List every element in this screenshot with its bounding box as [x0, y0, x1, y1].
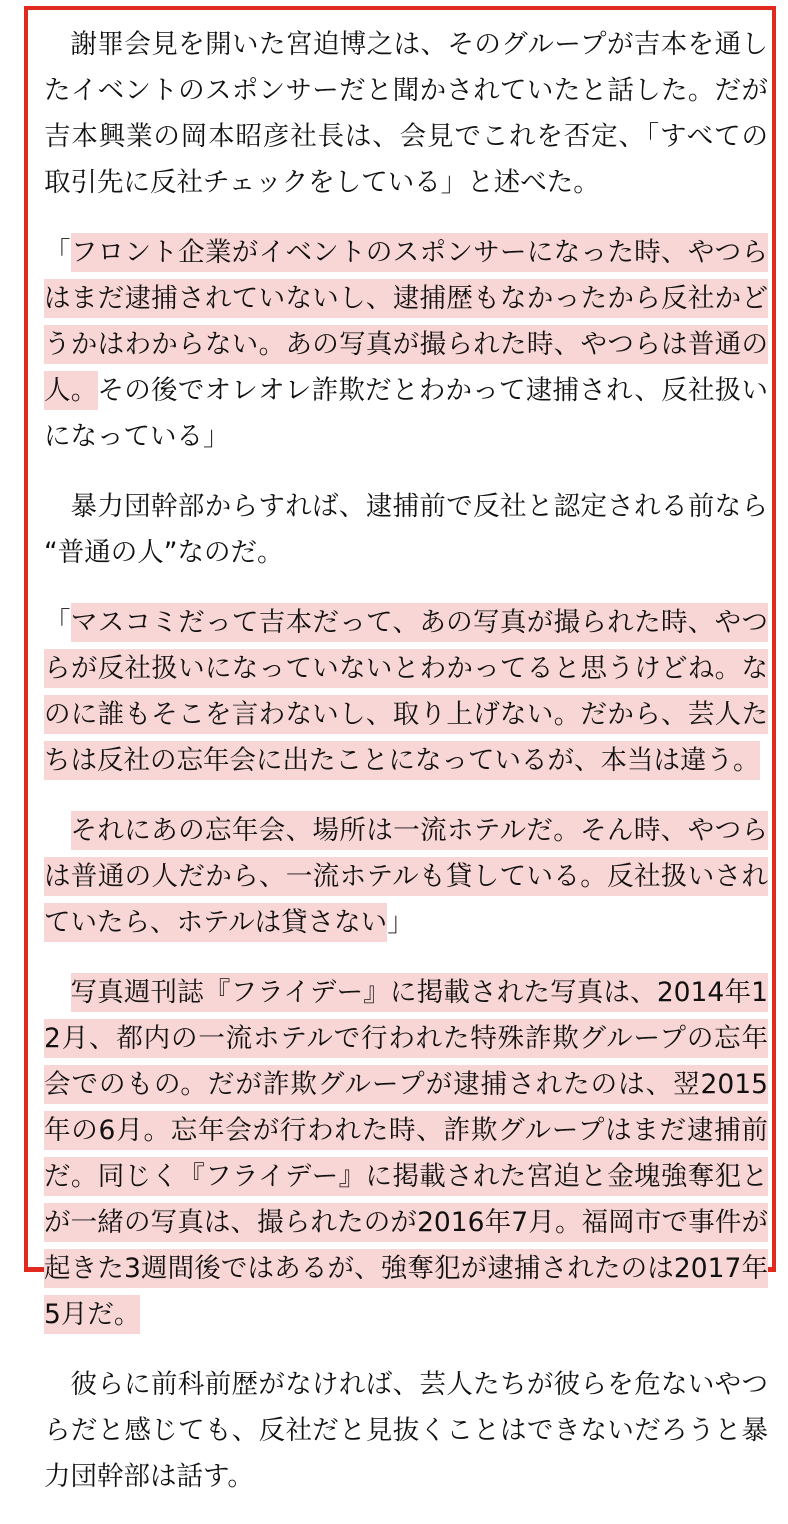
- paragraph-2-tail: その後でオレオレ詐欺だとわかって逮捕され、反社扱いになっている」: [44, 375, 768, 452]
- article-frame: [24, 6, 776, 1492]
- article-body: [44, 22, 768, 1524]
- paragraph-5: [44, 808, 768, 946]
- paragraph-1: [44, 22, 768, 206]
- paragraph-7-text: 彼らに前科前歴がなければ、芸人たちが彼らを危ないやつらだと感じても、反社だと見抜くことはできないだろうと暴力団幹部は話す。: [44, 1369, 768, 1492]
- paragraph-2-quote: [44, 230, 768, 460]
- quote-close: 」: [387, 907, 414, 938]
- highlighted-text: 写真週刊誌『フライデー』に掲載された写真は、2014年12月、都内の一流ホテルで行われた特殊詐欺グループの忘年会でのもの。だが詐欺グループが逮捕されたのは、翌2015年の6月。忘年会が行われた時、詐欺グループはまだ逮捕前だ。同じく『フライデー』に掲載された宮迫と金塊強奪犯とが一緒の写真は、撮られたのが2016年7月。福岡市で事件が起きた3週間後ではあるが、強奪犯が逮捕されたのは2017年5月だ。: [44, 973, 768, 1334]
- paragraph-1-text: 謝罪会見を開いた宮迫博之は、そのグループが吉本を通したイベントのスポンサーだと聞かされていたと話した。だが吉本興業の岡本昭彦社長は、会見でこれを否定、「すべての取引先に反社チェックをしている」と述べた。: [44, 29, 768, 198]
- quote-open: 「: [44, 237, 71, 268]
- paragraph-3-text: 暴力団幹部からすれば、逮捕前で反社と認定される前なら“普通の人”なのだ。: [44, 491, 768, 568]
- paragraph-3: [44, 484, 768, 576]
- quote-open: 「: [44, 607, 71, 638]
- paragraph-4-quote: [44, 600, 768, 784]
- highlighted-text: マスコミだって吉本だって、あの写真が撮られた時、やつらが反社扱いになっていないとわかってると思うけどね。なのに誰もそこを言わないし、取り上げない。だから、芸人たちは反社の忘年会に出たことになっているが、本当は違う。: [44, 603, 768, 780]
- highlighted-text: フロント企業がイベントのスポンサーになった時、やつらはまだ逮捕されていないし、逮捕歴もなかったから反社かどうかはわからない。あの写真が撮られた時、やつらは普通の人。: [44, 233, 768, 410]
- paragraph-7: [44, 1362, 768, 1500]
- highlighted-text: それにあの忘年会、場所は一流ホテルだ。そん時、やつらは普通の人だから、一流ホテルも貸している。反社扱いされていたら、ホテルは貸さない: [44, 811, 768, 942]
- paragraph-6: [44, 970, 768, 1338]
